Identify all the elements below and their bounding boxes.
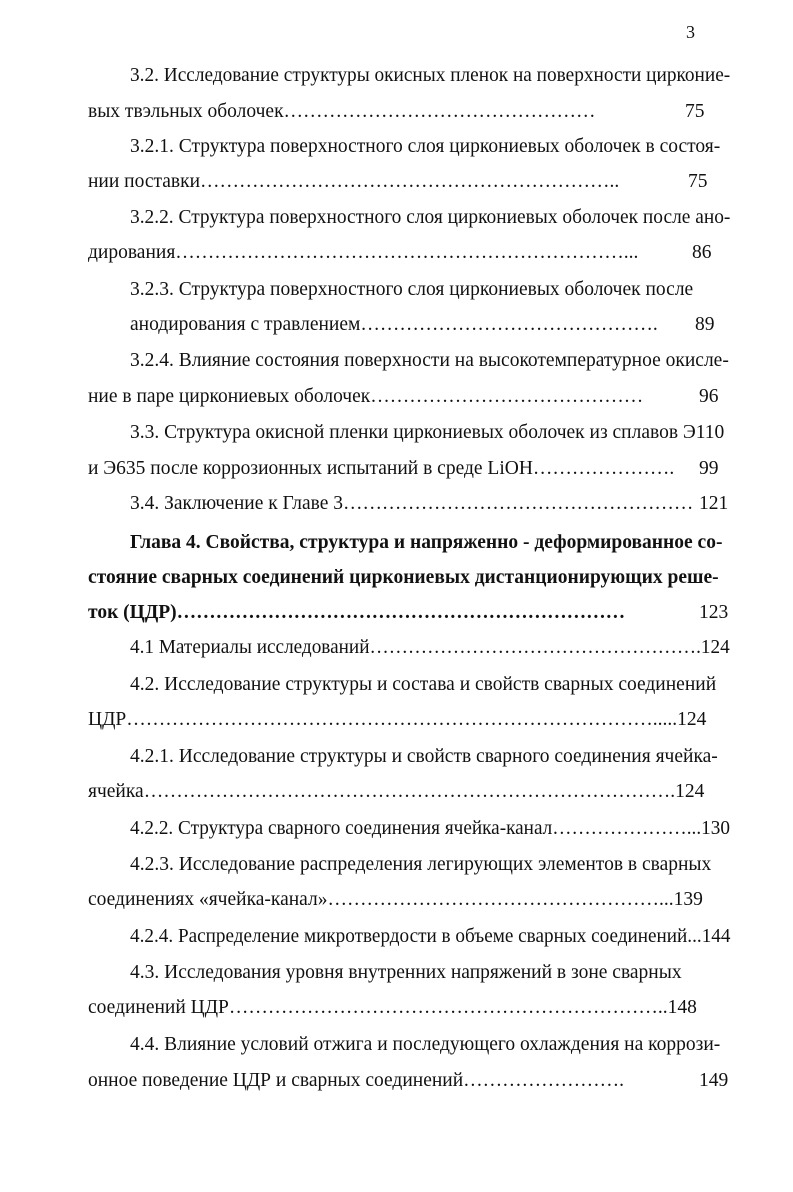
toc-entry-4-3-line2: соединений ЦДР…………………………………………………………..148 bbox=[88, 997, 697, 1018]
toc-entry-4-2-1-line2: ячейка……………………………………………………………………….124 bbox=[88, 781, 705, 802]
toc-entry-3-2-2-line1: 3.2.2. Структура поверхностного слоя циркониевых оболочек после ано- bbox=[130, 207, 731, 228]
toc-entry-4-4-line1: 4.4. Влияние условий отжига и последующего охлаждения на коррози- bbox=[130, 1034, 721, 1055]
toc-chapter-4-line3: ток (ЦДР)…………………………………………………………… bbox=[88, 602, 626, 623]
toc-entry-4-2-4-line1: 4.2.4. Распределение микротвердости в объеме сварных соединений...144 bbox=[130, 926, 731, 947]
toc-entry-4-2-line2: ЦДР……………………………………………………………………….....124 bbox=[88, 709, 707, 730]
page-number: 3 bbox=[686, 22, 695, 42]
toc-entry-3-4-page: 121 bbox=[699, 493, 729, 514]
toc-entry-3-2-4-page: 96 bbox=[699, 386, 719, 407]
toc-entry-3-2-4-line2: ние в паре циркониевых оболочек…………………………………… bbox=[88, 386, 644, 407]
toc-entry-3-2-2-line2: дирования……………………………………………………………... bbox=[88, 242, 639, 263]
toc-entry-3-2-1-line1: 3.2.1. Структура поверхностного слоя циркониевых оболочек в состоя- bbox=[130, 136, 721, 157]
toc-entry-3-2-3-page: 89 bbox=[695, 314, 715, 335]
toc-entry-3-2-3-line1: 3.2.3. Структура поверхностного слоя циркониевых оболочек после bbox=[130, 279, 694, 300]
toc-entry-4-2-3-line2: соединениях «ячейка-канал»……………………………………………...139 bbox=[88, 889, 703, 910]
toc-entry-4-2-line1: 4.2. Исследование структуры и состава и свойств сварных соединений bbox=[130, 674, 717, 695]
toc-entry-4-1-line1: 4.1 Материалы исследований…………………………………………….124 bbox=[130, 637, 730, 658]
toc-entry-4-2-3-line1: 4.2.3. Исследование распределения легирующих элементов в сварных bbox=[130, 854, 712, 875]
toc-entry-3-2-line1: 3.2. Исследование структуры окисных пленок на поверхности цирконие- bbox=[130, 65, 731, 86]
toc-entry-3-2-4-line1: 3.2.4. Влияние состояния поверхности на высокотемпературное окисле- bbox=[130, 350, 729, 371]
toc-entry-3-2-line2: вых твэльных оболочек………………………………………… bbox=[88, 101, 596, 122]
toc-entry-3-4-line1: 3.4. Заключение к Главе 3……………………………………………… bbox=[130, 493, 694, 514]
toc-entry-4-2-2-line1: 4.2.2. Структура сварного соединения ячейка-канал…………………...130 bbox=[130, 818, 730, 839]
toc-entry-4-3-line1: 4.3. Исследования уровня внутренних напряжений в зоне сварных bbox=[130, 962, 682, 983]
toc-entry-3-3-line2: и Э635 после коррозионных испытаний в среде LiOH…………………. bbox=[88, 458, 675, 479]
toc-entry-3-2-1-page: 75 bbox=[688, 171, 708, 192]
toc-entry-3-3-page: 99 bbox=[699, 458, 719, 479]
toc-chapter-4-line1: Глава 4. Свойства, структура и напряженно - деформированное со- bbox=[130, 532, 723, 553]
toc-chapter-4-page: 123 bbox=[699, 602, 729, 623]
toc-entry-4-2-1-line1: 4.2.1. Исследование структуры и свойств сварного соединения ячейка- bbox=[130, 746, 718, 767]
toc-entry-3-3-line1: 3.3. Структура окисной пленки циркониевых оболочек из сплавов Э110 bbox=[130, 422, 725, 443]
toc-entry-3-2-2-page: 86 bbox=[692, 242, 712, 263]
toc-entry-3-2-page: 75 bbox=[685, 101, 705, 122]
toc-entry-4-4-page: 149 bbox=[699, 1070, 729, 1091]
toc-chapter-4-line2: стояние сварных соединений циркониевых дистанционирующих реше- bbox=[88, 567, 719, 588]
toc-entry-4-4-line2: онное поведение ЦДР и сварных соединений……………………. bbox=[88, 1070, 625, 1091]
toc-entry-3-2-1-line2: нии поставки……………………………………………………….. bbox=[88, 171, 620, 192]
toc-entry-3-2-3-line2: анодирования с травлением………………………………………. bbox=[130, 314, 658, 335]
